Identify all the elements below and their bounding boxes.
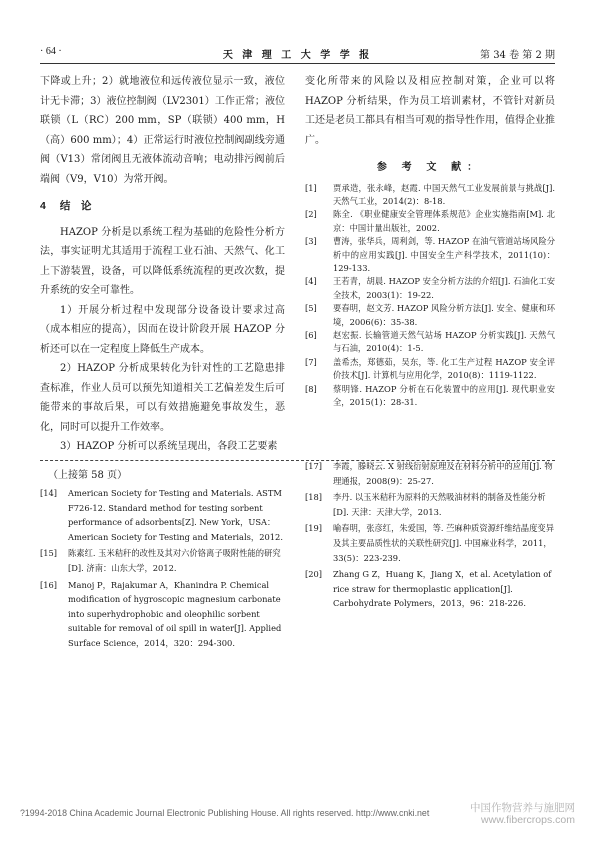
continuation-paragraph: 下降或上升；2）就地液位和远传液位显示一致，液位计无卡滞；3）液位控制阀（LV2301）工作正常；液位联锁（L（RC）200 mm，SP（联锁）400 mm，H（高）600 mm）；4）正常运行时液位控制阀副线旁通阀（V13）常闭阀且无液体流动音响；电动排污阀前后端阀（V9，V10）为常开阀。 <box>40 76 285 185</box>
conclusion-point-2: 2）HAZOP 分析成果转化为针对性的工艺隐患排查标准，作业人员可以预先知道相关工艺偏差发生后可能带来的事故后果，可以有效措施避免事故发生，恶化，同时可以提升工作效率。 <box>40 363 285 433</box>
conclusion-intro: HAZOP 分析是以系统工程为基础的危险性分析方法，事实证明尤其适用于流程工业石油、天然气、化工上下游装置，设备，可以降低系统流程的更改次数，提升系统的安全可靠性。 <box>40 226 285 296</box>
reference-item: [16] Manoj P，Rajakumar A，Khanindra P. Chemical modification of hygroscopic magnesium carbonate into superhydrophobic and oleophilic sorbent suitable for removal of oil spill in water[J]. Applied Surface Science，2014，320：294-300. <box>40 579 282 648</box>
section-number: 4 <box>40 200 46 212</box>
continuation-paragraph-right: 变化所带来的风险以及相应控制对策，企业可以将 HAZOP 分析结果，作为员工培训素材，不管针对新员工还是老员工都具有相当可观的指导性作用，值得企业推广。 <box>305 76 555 146</box>
copyright-notice: ?1994-2018 China Academic Journal Electronic Publishing House. All rights reserved. http://www.cnki.net <box>20 808 430 818</box>
continuation-note: （上接第 58 页） <box>48 470 128 481</box>
reference-item: [20] Zhang G Z，Huang K，Jiang X，et al. Acetylation of rice straw for thermoplastic application[J]. Carbohydrate Polymers，2013，96：218-226. <box>305 569 552 609</box>
journal-title: 天 津 理 工 大 学 学 报 <box>222 50 373 61</box>
reference-item: [18] 李丹. 以玉米秸秆为原料的天然吸油材料的制备及性能分析[D]. 天津：天津大学，2013. <box>305 492 546 517</box>
volume-issue: 第 34 卷 第 2 期 <box>480 50 555 61</box>
header-rule <box>40 63 555 64</box>
reference-list-continued-right <box>305 459 555 611</box>
watermark-line-1: 中国作物营养与施肥网 <box>470 802 575 814</box>
reference-item: [17] 李霞，滕晓云. X 射线衍射原理及在材料分析中的应用[J]. 物理通报，2008(9)：25-27. <box>305 461 553 486</box>
reference-item: [15] 陈素红. 玉米秸秆的改性及其对六价铬离子吸附性能的研究[D]. 济南：山东大学，2012. <box>40 548 281 573</box>
right-column <box>305 72 555 409</box>
reference-item: [7] 盖希杰，郑德茹，吴东，等. 化工生产过程 HAZOP 安全评价技术[J]. 计算机与应用化学，2010(8)：1119-1122. <box>305 356 555 381</box>
reference-item: [4] 王若青，胡晨. HAZOP 安全分析方法的介绍[J]. 石油化工安全技术，2003(1)：19-22. <box>305 276 555 300</box>
bottom-left-references <box>40 486 295 653</box>
reference-item: [2] 陈全. 《职业健康安全管理体系规范》企业实施指南[M]. 北京：中国计量出版社，2002. <box>305 209 555 233</box>
page-number: · 64 · <box>40 46 62 57</box>
references-title: 参 考 文 献： <box>376 162 484 173</box>
reference-item: [19] 喻春明，张彦红，朱爱国，等. 苎麻种质资源纤维结晶度变异及其主要品质性状的关联性研究[J]. 中国麻业科学，2011，33(5)：223-239. <box>305 523 554 563</box>
left-column <box>40 72 285 457</box>
conclusion-point-3: 3）HAZOP 分析可以系统呈现出，各段工艺要素 <box>60 441 278 452</box>
reference-item: [3] 曹涛，张华兵，周利剑，等. HAZOP 在油气管道站场风险分析中的应用实践[J]. 中国安全生产科学技术，2011(10)：129-133. <box>305 236 555 273</box>
reference-list-continued <box>40 486 295 651</box>
watermark-line-2: www.fibercrops.com <box>481 814 575 826</box>
reference-item: [14] American Society for Testing and Materials. ASTM F726-12. Standard method for testing sorbent performance of adsorbents[Z]. New York，USA：American Society for Testing and Materials，2012. <box>40 488 283 542</box>
reference-item: [8] 蔡明锋. HAZOP 分析在石化装置中的应用[J]. 现代职业安全，2015(1)：28-31. <box>305 383 555 407</box>
running-header <box>40 46 555 62</box>
conclusion-point-1: 1）开展分析过程中发现部分设备设计要求过高（成本相应的提高），因而在设计阶段开展 HAZOP 分析还可以在一定程度上降低生产成本。 <box>40 304 285 355</box>
reference-list <box>305 182 555 410</box>
bottom-right-references <box>305 459 555 613</box>
section-title: 结 论 <box>59 200 92 212</box>
reference-item: [5] 要春明，赵文芳. HAZOP 风险分析方法[J]. 安全、健康和环境，2006(6)：35-38. <box>305 303 555 327</box>
section-heading <box>40 197 285 217</box>
watermark <box>470 802 575 826</box>
reference-item: [6] 赵宏振. 长输管道天然气站场 HAZOP 分析实践[J]. 天然气与石油，2010(4)：1-5. <box>305 329 555 354</box>
reference-item: [1] 贾承造，张永峰，赵霞. 中国天然气工业发展前景与挑战[J]. 天然气工业，2014(2)：8-18. <box>305 182 555 206</box>
